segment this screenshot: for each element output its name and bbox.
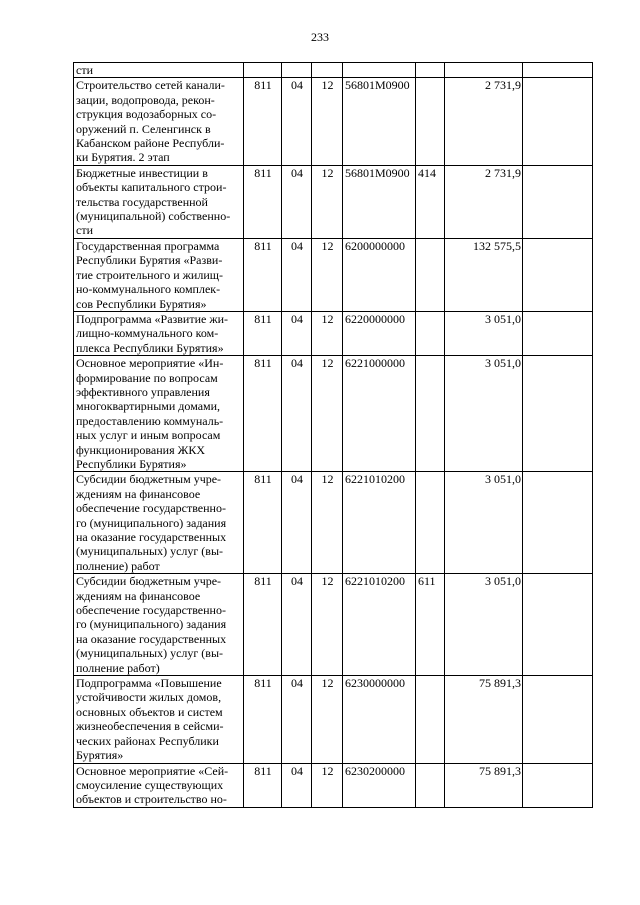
ministry-code-cell: 811 (244, 311, 282, 355)
extra-amount-cell (523, 78, 593, 165)
table-row (74, 763, 593, 807)
extra-amount-cell (523, 356, 593, 472)
expense-type-cell (416, 472, 445, 574)
ministry-code-cell: 811 (244, 763, 282, 807)
amount-cell: 3 051,0 (445, 574, 523, 676)
amount-cell: 132 575,5 (445, 238, 523, 311)
section-code-cell: 04 (282, 763, 312, 807)
table-row (74, 676, 593, 763)
row-name-cell: Государственная программа Республики Бурятия «Разви- тие строительного и жилищ- но-коммунального комплек- сов Республики Бурятия» (74, 238, 244, 311)
section-code-cell: 04 (282, 238, 312, 311)
row-name-cell: Субсидии бюджетным учре- ждениям на финансовое обеспечение государственно- го (муниципального) задания на оказание государственных (муниципальных) услуг (вы- полнение) работ (74, 472, 244, 574)
table-row (74, 311, 593, 355)
expense-type-cell (416, 78, 445, 165)
extra-amount-cell (523, 472, 593, 574)
table-row (74, 63, 593, 78)
row-name-cell: Подпрограмма «Повышение устойчивости жилых домов, основных объектов и систем жизнеобеспечения в сейсми- ческих районах Республики Бурятия» (74, 676, 244, 763)
subsection-code-cell: 12 (312, 472, 343, 574)
row-name-cell: Субсидии бюджетным учре- ждениям на финансовое обеспечение государственно- го (муниципального) задания на оказание государственных (муниципальных) услуг (вы- полнение работ) (74, 574, 244, 676)
subsection-code-cell (312, 63, 343, 78)
subsection-code-cell: 12 (312, 165, 343, 238)
row-name-cell: Основное мероприятие «Ин- формирование по вопросам эффективного управления многоквартирными домами, предоставлению коммуналь- ных услуг и иным вопросам функционирования ЖКХ Республики Бурятия» (74, 356, 244, 472)
ministry-code-cell (244, 63, 282, 78)
budget-table (73, 62, 593, 808)
row-name-cell: Подпрограмма «Развитие жи- лищно-коммунального ком- плекса Республики Бурятия» (74, 311, 244, 355)
expense-type-cell (416, 238, 445, 311)
expense-type-cell (416, 63, 445, 78)
target-article-cell: 56801M0900 (343, 78, 416, 165)
target-article-cell: 6230200000 (343, 763, 416, 807)
ministry-code-cell: 811 (244, 356, 282, 472)
table-row (74, 472, 593, 574)
amount-cell: 3 051,0 (445, 356, 523, 472)
subsection-code-cell: 12 (312, 78, 343, 165)
target-article-cell: 6230000000 (343, 676, 416, 763)
row-name-cell: сти (74, 63, 244, 78)
target-article-cell: 6200000000 (343, 238, 416, 311)
section-code-cell: 04 (282, 165, 312, 238)
table-row (74, 165, 593, 238)
expense-type-cell (416, 676, 445, 763)
amount-cell: 3 051,0 (445, 311, 523, 355)
table-row (74, 356, 593, 472)
extra-amount-cell (523, 676, 593, 763)
amount-cell: 3 051,0 (445, 472, 523, 574)
extra-amount-cell (523, 238, 593, 311)
expense-type-cell (416, 763, 445, 807)
target-article-cell: 6221000000 (343, 356, 416, 472)
section-code-cell: 04 (282, 472, 312, 574)
amount-cell (445, 63, 523, 78)
expense-type-cell (416, 311, 445, 355)
section-code-cell (282, 63, 312, 78)
expense-type-cell: 611 (416, 574, 445, 676)
ministry-code-cell: 811 (244, 238, 282, 311)
amount-cell: 2 731,9 (445, 78, 523, 165)
ministry-code-cell: 811 (244, 676, 282, 763)
ministry-code-cell: 811 (244, 472, 282, 574)
ministry-code-cell: 811 (244, 574, 282, 676)
extra-amount-cell (523, 165, 593, 238)
subsection-code-cell: 12 (312, 311, 343, 355)
extra-amount-cell (523, 311, 593, 355)
subsection-code-cell: 12 (312, 574, 343, 676)
target-article-cell: 6221010200 (343, 574, 416, 676)
target-article-cell: 56801M0900 (343, 165, 416, 238)
amount-cell: 75 891,3 (445, 676, 523, 763)
row-name-cell: Бюджетные инвестиции в объекты капитального строи- тельства государственной (муниципальной) собственно- сти (74, 165, 244, 238)
amount-cell: 75 891,3 (445, 763, 523, 807)
row-name-cell: Основное мероприятие «Сей- смоусиление существующих объектов и строительство но- (74, 763, 244, 807)
subsection-code-cell: 12 (312, 238, 343, 311)
extra-amount-cell (523, 763, 593, 807)
extra-amount-cell (523, 63, 593, 78)
ministry-code-cell: 811 (244, 78, 282, 165)
subsection-code-cell: 12 (312, 763, 343, 807)
subsection-code-cell: 12 (312, 676, 343, 763)
section-code-cell: 04 (282, 676, 312, 763)
table-row (74, 78, 593, 165)
section-code-cell: 04 (282, 78, 312, 165)
subsection-code-cell: 12 (312, 356, 343, 472)
table-row (74, 574, 593, 676)
extra-amount-cell (523, 574, 593, 676)
section-code-cell: 04 (282, 311, 312, 355)
expense-type-cell: 414 (416, 165, 445, 238)
ministry-code-cell: 811 (244, 165, 282, 238)
target-article-cell (343, 63, 416, 78)
row-name-cell: Строительство сетей канали- зации, водопровода, рекон- струкция водозаборных со- оружений п. Селенгинск в Кабанском районе Республи- ки Бурятия. 2 этап (74, 78, 244, 165)
amount-cell: 2 731,9 (445, 165, 523, 238)
expense-type-cell (416, 356, 445, 472)
target-article-cell: 6221010200 (343, 472, 416, 574)
table-row (74, 238, 593, 311)
section-code-cell: 04 (282, 574, 312, 676)
target-article-cell: 6220000000 (343, 311, 416, 355)
page-number: 233 (311, 30, 329, 44)
section-code-cell: 04 (282, 356, 312, 472)
budget-table-body (74, 63, 593, 808)
